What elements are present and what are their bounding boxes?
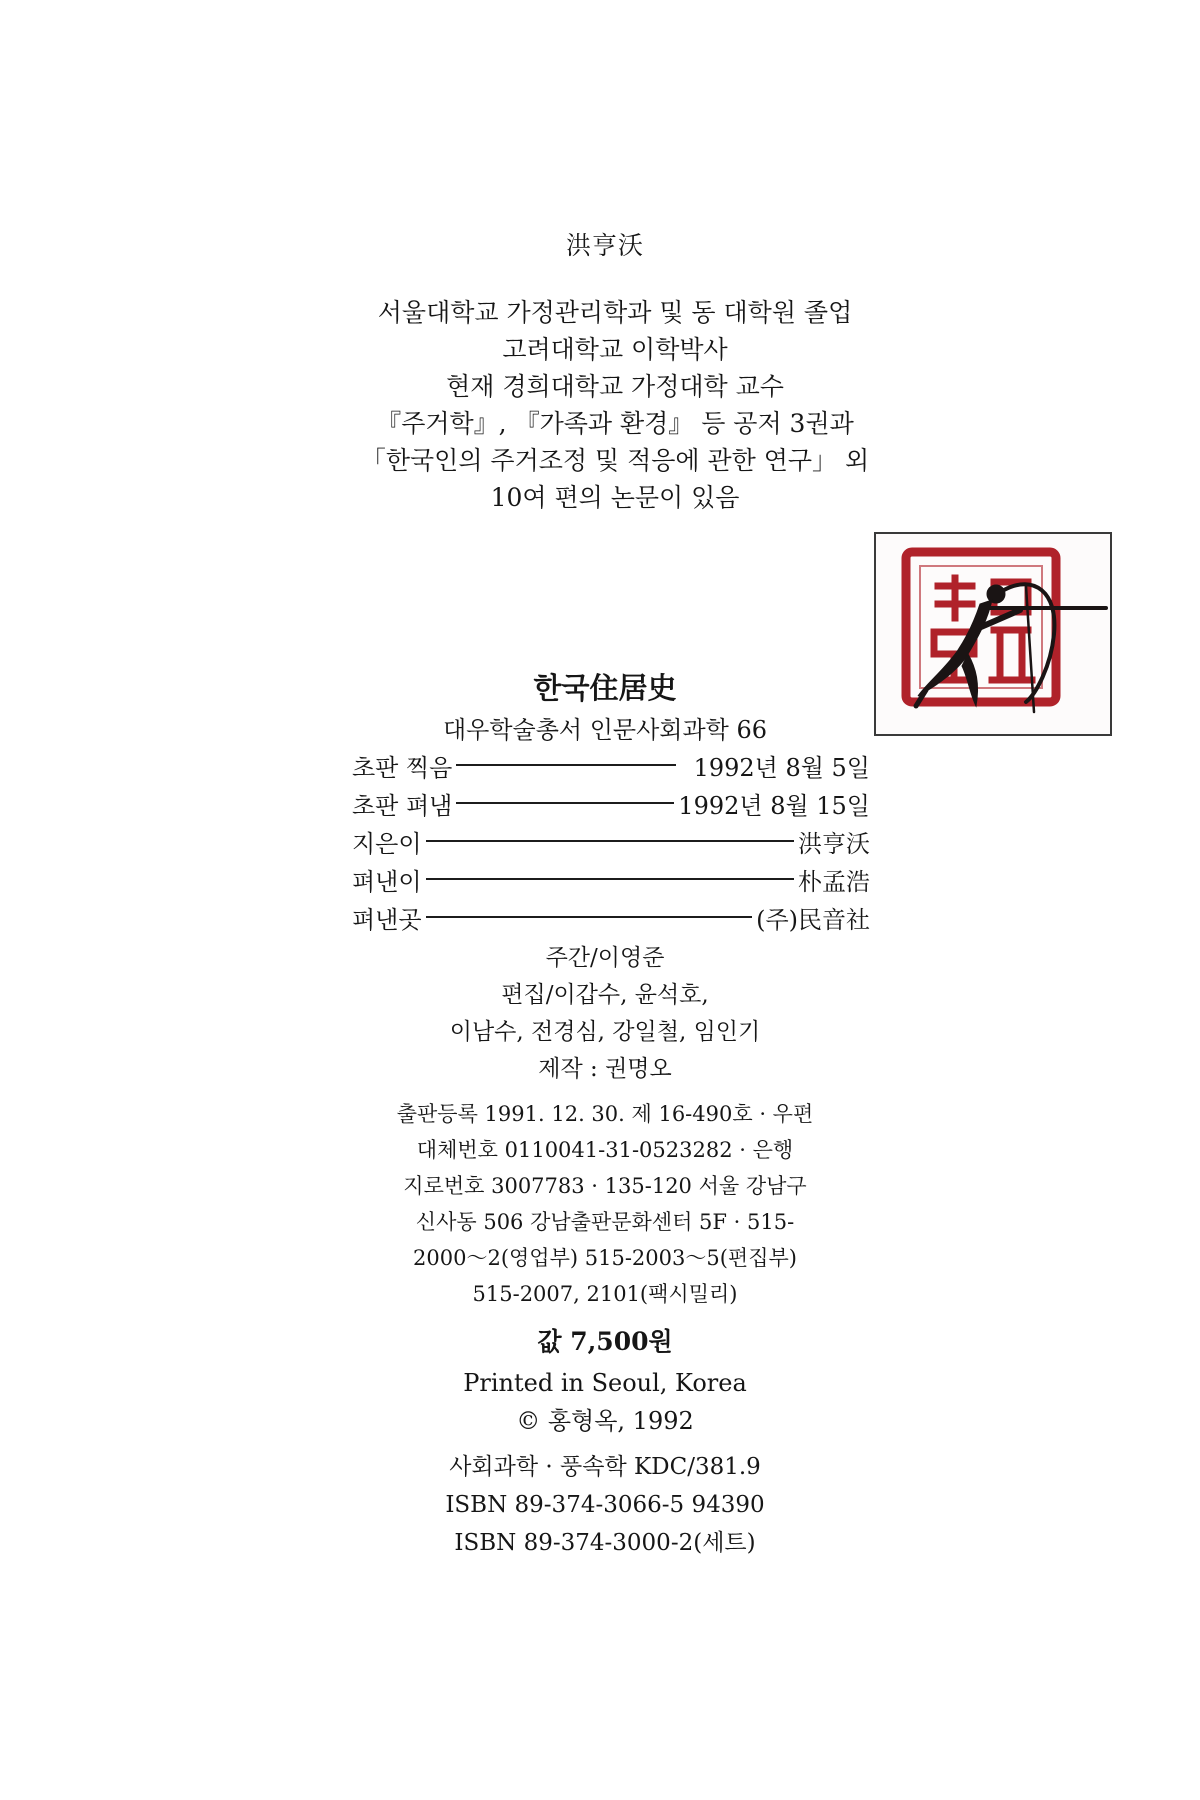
- editors-line: 이남수, 전경심, 강일철, 임인기: [449, 1019, 761, 1045]
- row-value: 朴孟浩: [798, 867, 870, 896]
- bio-line: 현재 경희대학교 가정대학 교수: [446, 372, 784, 401]
- colophon-row-publishing-house: [352, 898, 870, 936]
- isbn-line: ISBN 89-374-3066-5 94390: [445, 1492, 765, 1518]
- leader-line: [426, 840, 794, 842]
- pubinfo-line: 지로번호 3007783 · 135-120 서울 강남구: [403, 1174, 807, 1198]
- row-label: 펴낸이: [352, 867, 422, 896]
- editors-line: 편집/이갑수, 윤석호,: [501, 982, 709, 1008]
- colophon-row-first-published: [352, 784, 870, 822]
- book-series: 대우학술총서 인문사회과학 66: [442, 716, 767, 744]
- colophon-row-publisher: [352, 860, 870, 898]
- bio-line: 10여 편의 논문이 있음: [490, 483, 740, 512]
- colophon-row-first-printed: [352, 746, 870, 784]
- publication-info: [0, 1096, 1200, 1312]
- pubinfo-line: 515-2007, 2101(팩시밀리): [472, 1282, 738, 1306]
- book-title: 한국住居史: [533, 671, 677, 705]
- row-label: 초판 찍음: [352, 753, 453, 782]
- leader-line: [456, 764, 676, 766]
- editorial-staff: [0, 940, 1200, 1088]
- print-info: [0, 1364, 1200, 1440]
- pubinfo-line: 출판등록 1991. 12. 30. 제 16-490호 · 우편: [396, 1102, 814, 1126]
- colophon-details: [352, 746, 870, 936]
- leader-line: [426, 878, 794, 880]
- row-value: 1992년 8월 5일: [693, 753, 870, 782]
- price: 값 7,500원: [537, 1327, 673, 1356]
- pubinfo-line: 2000～2(영업부) 515-2003～5(편집부): [413, 1246, 797, 1270]
- isbn-line: ISBN 89-374-3000-2(세트): [454, 1530, 756, 1556]
- copyright-notice: © 홍형옥, 1992: [516, 1407, 694, 1435]
- bio-line: 『주거학』, 『가족과 환경』 등 공저 3권과: [376, 409, 854, 438]
- author-biography: [340, 294, 890, 516]
- row-value: (주)民音社: [756, 905, 870, 934]
- chief-editor: 주간/이영준: [545, 945, 665, 971]
- printed-in: Printed in Seoul, Korea: [463, 1369, 747, 1397]
- row-label: 펴낸곳: [352, 905, 422, 934]
- bio-line: 「한국인의 주거조정 및 적응에 관한 연구」 외: [360, 446, 870, 475]
- row-value: 1992년 8월 15일: [678, 791, 870, 820]
- pubinfo-line: 신사동 506 강남출판문화센터 5F · 515-: [415, 1210, 795, 1234]
- pubinfo-line: 대체번호 0110041-31-0523282 · 은행: [416, 1138, 794, 1162]
- catalog-info: [0, 1448, 1200, 1562]
- production-credit: 제작 : 권명오: [538, 1056, 672, 1082]
- bio-line: 서울대학교 가정관리학과 및 동 대학원 졸업: [377, 298, 853, 327]
- bio-line: 고려대학교 이학박사: [502, 335, 728, 364]
- row-value: 洪亨沃: [798, 829, 870, 858]
- classification: 사회과학 · 풍속학 KDC/381.9: [449, 1454, 761, 1480]
- row-label: 지은이: [352, 829, 422, 858]
- leader-line: [456, 802, 674, 804]
- colophon-row-author: [352, 822, 870, 860]
- author-name: 洪亨沃: [565, 231, 644, 260]
- row-label: 초판 펴냄: [352, 791, 453, 820]
- leader-line: [426, 916, 753, 918]
